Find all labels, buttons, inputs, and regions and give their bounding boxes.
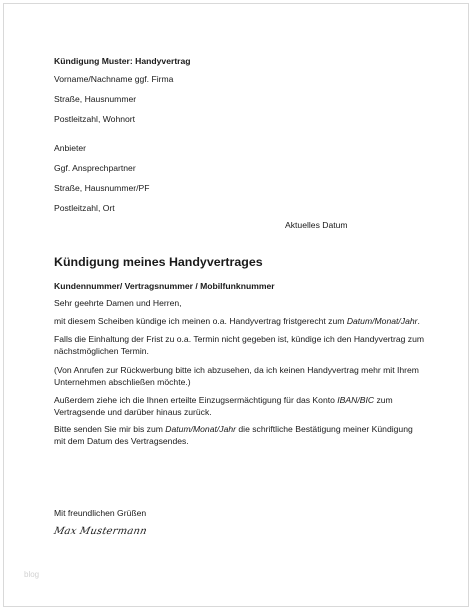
signature: Max Mustermann bbox=[52, 526, 148, 537]
p1-end: . bbox=[417, 316, 420, 326]
letter-subject: Kündigung meines Handyvertrages bbox=[54, 255, 263, 269]
p1-date-placeholder: Datum/Monat/Jahr bbox=[346, 316, 418, 326]
paragraph-termination bbox=[54, 315, 426, 327]
recipient-contact: Ggf. Ansprechpartner bbox=[54, 163, 136, 173]
salutation: Sehr geehrte Damen und Herren, bbox=[54, 298, 182, 308]
paragraph-confirmation bbox=[54, 423, 426, 447]
paragraph-no-callback: (Von Anrufen zur Rückwerbung bitte ich abzusehen, da ich keinen Handyvertrag mehr mit Ihrem Unternehmen abschließen möchte.) bbox=[54, 365, 419, 387]
p4-text: Außerdem ziehe ich die Ihnen erteilte Einzugsermächtigung für das Konto bbox=[54, 395, 338, 405]
p4-account-placeholder: IBAN/BIC bbox=[337, 395, 375, 405]
p5-text: Bitte senden Sie mir bis zum bbox=[54, 424, 166, 434]
sender-name: Vorname/Nachname ggf. Firma bbox=[54, 74, 174, 84]
recipient-block bbox=[54, 143, 150, 214]
letter-date: Aktuelles Datum bbox=[285, 220, 348, 230]
recipient-city: Postleitzahl, Ort bbox=[54, 203, 115, 213]
sender-block bbox=[54, 56, 191, 125]
watermark: blog bbox=[24, 570, 40, 579]
p1-text: mit diesem Scheiben kündige ich meinen o.a. Handyvertrag fristgerecht zum bbox=[54, 316, 347, 326]
closing: Mit freundlichen Grüßen bbox=[54, 508, 147, 518]
letter-title: Kündigung Muster: Handyvertrag bbox=[54, 56, 191, 66]
p5-end: die schriftliche Bestätigung meiner Kündigung mit dem Datum des Vertragsendes. bbox=[54, 424, 413, 446]
paragraph-next-date: Falls die Einhaltung der Frist zu o.a. Termin nicht gegeben ist, kündige ich den Handyvertrag zum nächstmöglichen Termin. bbox=[54, 334, 425, 356]
reference-line: Kundennummer/ Vertragsnummer / Mobilfunknummer bbox=[54, 281, 275, 291]
p4-end: zum Vertragsende und darüber hinaus zurück. bbox=[54, 395, 393, 417]
sender-city: Postleitzahl, Wohnort bbox=[54, 114, 136, 124]
recipient-company: Anbieter bbox=[54, 143, 87, 153]
recipient-street: Straße, Hausnummer/PF bbox=[54, 183, 150, 193]
paragraph-direct-debit bbox=[54, 394, 426, 418]
p5-date-placeholder: Datum/Monat/Jahr bbox=[165, 424, 236, 434]
sender-street: Straße, Hausnummer bbox=[54, 94, 137, 104]
